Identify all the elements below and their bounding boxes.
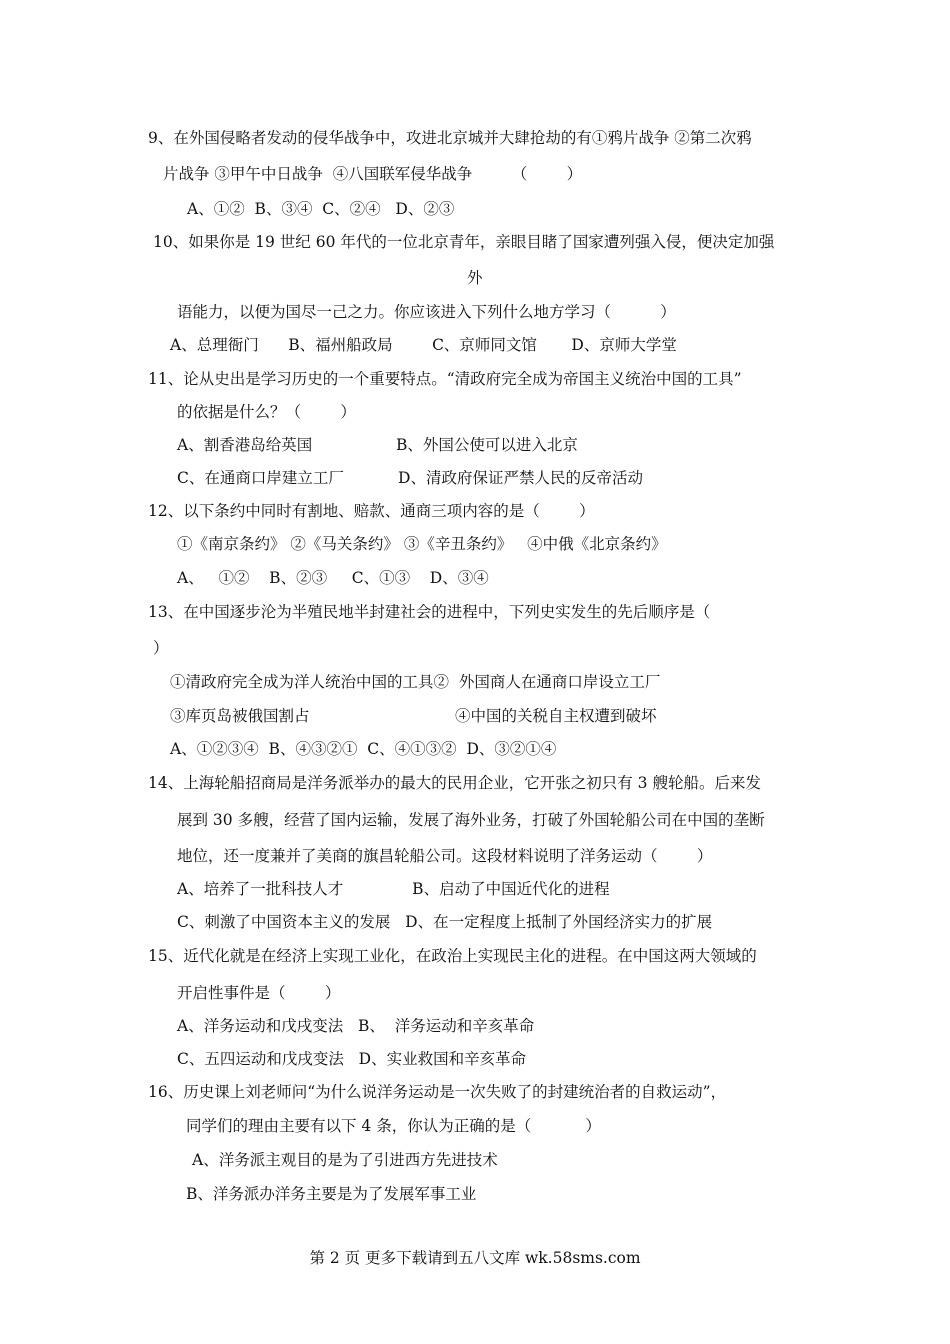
q11-options-ab: A、割香港岛给英国 B、外国公使可以进入北京 bbox=[177, 436, 578, 454]
q9-stem-line2: 片战争 ③甲午中日战争 ④八国联军侵华战争 （ ） bbox=[163, 165, 583, 183]
q15-stem-line1: 15、近代化就是在经济上实现工业化，在政治上实现民主化的进程。在中国这两大领域的 bbox=[148, 947, 757, 965]
q13-stem-line1: 13、在中国逐步沦为半殖民地半封建社会的进程中，下列史实发生的先后顺序是（ bbox=[148, 603, 711, 621]
q14-options-cd: C、刺激了中国资本主义的发展 D、在一定程度上抵制了外国经济实力的扩展 bbox=[177, 913, 713, 931]
q11-options-cd: C、在通商口岸建立工厂 D、清政府保证严禁人民的反帝活动 bbox=[177, 469, 643, 487]
q10-stem-wrap: 外 bbox=[467, 269, 483, 287]
q9-stem-line1: 9、在外国侵略者发动的侵华战争中，攻进北京城并大肆抢劫的有①鸦片战争 ②第二次鸦 bbox=[148, 129, 752, 147]
q14-stem-line2: 展到 30 多艘，经营了国内运输，发展了海外业务，打破了外国轮船公司在中国的垄断 bbox=[177, 811, 765, 829]
q11-stem-line2: 的依据是什么？（ ） bbox=[177, 403, 356, 421]
q12-stem: 12、以下条约中同时有割地、赔款、通商三项内容的是（ ） bbox=[148, 502, 595, 520]
q13-items-12: ①清政府完全成为洋人统治中国的工具② 外国商人在通商口岸设立工厂 bbox=[170, 673, 661, 691]
q15-stem-line2: 开启性事件是（ ） bbox=[177, 984, 341, 1002]
q10-stem-line1: 10、如果你是 19 世纪 60 年代的一位北京青年，亲眼目睹了国家遭列强入侵，便决定加强 bbox=[153, 233, 775, 251]
q9-options: A、①② B、③④ C、②④ D、②③ bbox=[187, 200, 455, 218]
q16-option-a: A、洋务派主观目的是为了引进西方先进技术 bbox=[192, 1151, 498, 1169]
q14-stem-line3: 地位，还一度兼并了美商的旗昌轮船公司。这段材料说明了洋务运动（ ） bbox=[177, 847, 713, 865]
q16-stem-line2: 同学们的理由主要有以下 4 条，你认为正确的是（ ） bbox=[186, 1117, 601, 1135]
q13-item-3: ③库页岛被俄国割占 bbox=[170, 707, 310, 725]
q14-options-ab: A、培养了一批科技人才 B、启动了中国近代化的进程 bbox=[177, 880, 610, 898]
q10-options: A、总理衙门 B、福州船政局 C、京师同文馆 D、京师大学堂 bbox=[170, 336, 677, 354]
q16-option-b: B、洋务派办洋务主要是为了发展军事工业 bbox=[186, 1185, 477, 1203]
q12-options: A、 ①② B、②③ C、①③ D、③④ bbox=[177, 569, 489, 587]
q15-options-cd: C、五四运动和戊戌变法 D、实业救国和辛亥革命 bbox=[177, 1050, 527, 1068]
q15-options-ab: A、洋务运动和戊戌变法 B、 洋务运动和辛亥革命 bbox=[177, 1017, 535, 1035]
q13-stem-line2: ） bbox=[153, 639, 169, 657]
q14-stem-line1: 14、上海轮船招商局是洋务派举办的最大的民用企业，它开张之初只有 3 艘轮船。后来发 bbox=[148, 774, 761, 792]
q11-stem-line1: 11、论从史出是学习历史的一个重要特点。“清政府完全成为帝国主义统治中国的工具” bbox=[148, 370, 742, 388]
q12-items: ①《南京条约》 ②《马关条约》 ③《辛丑条约》 ④中俄《北京条约》 bbox=[177, 535, 667, 553]
q13-item-4: ④中国的关税自主权遭到破坏 bbox=[455, 707, 657, 725]
q16-stem-line1: 16、历史课上刘老师问“为什么说洋务运动是一次失败了的封建统治者的自救运动”， bbox=[148, 1083, 727, 1101]
page-footer: 第 2 页 更多下载请到五八文库 wk.58sms.com bbox=[309, 1249, 641, 1267]
q13-options: A、①②③④ B、④③②① C、④①③② D、③②①④ bbox=[170, 740, 557, 758]
q10-stem-line2: 语能力，以便为国尽一己之力。你应该进入下列什么地方学习（ ） bbox=[177, 303, 676, 321]
